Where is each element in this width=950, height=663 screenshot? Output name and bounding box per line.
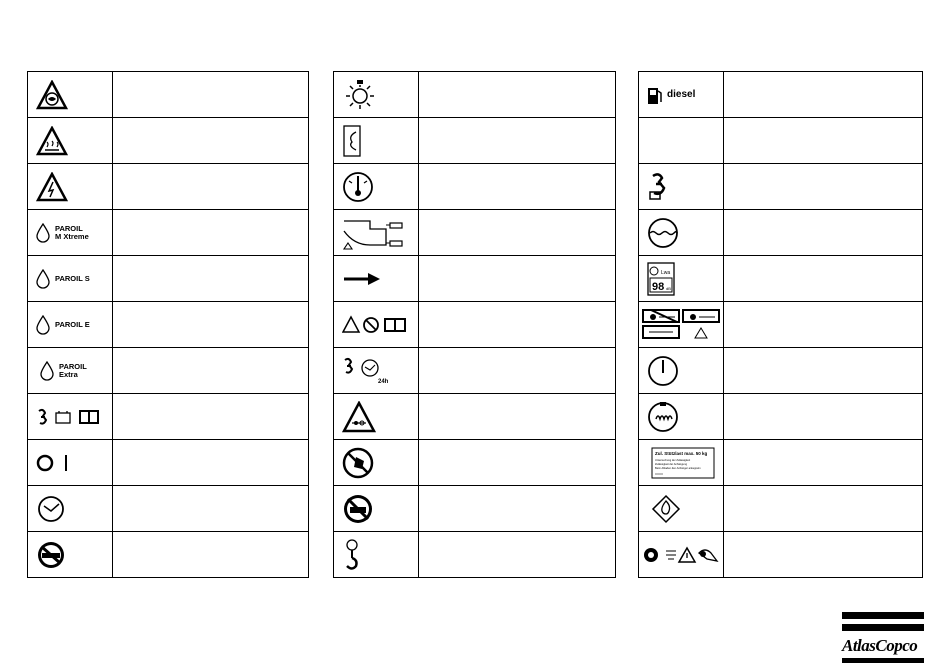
symbol-row (639, 164, 922, 210)
symbol-row (28, 210, 308, 256)
symbol-row (28, 348, 308, 394)
lifting-hook-icon (342, 538, 362, 572)
towing-instruction-icon (641, 308, 721, 342)
symbol-row (639, 302, 922, 348)
symbol-row (639, 210, 922, 256)
water-drain-icon (647, 217, 679, 249)
air-hose-warning-icon (342, 401, 376, 433)
symbol-table-right (638, 71, 923, 578)
paroil-label: PAROIL (59, 361, 87, 371)
symbol-row (639, 532, 922, 578)
air-outlet-icon (342, 215, 406, 251)
service-battery-manual-icon (36, 407, 104, 427)
symbol-row (28, 72, 308, 118)
sound-power-icon (647, 262, 675, 296)
symbol-row (334, 440, 615, 486)
symbol-row (28, 440, 308, 486)
symbol-row (28, 486, 308, 532)
symbol-row (639, 394, 922, 440)
symbol-row (334, 210, 615, 256)
symbol-row (334, 118, 615, 164)
off-on-icon (36, 453, 76, 473)
preheat-icon (647, 401, 679, 433)
paroil-e-label: PAROIL E (55, 319, 90, 329)
brand-logo (842, 612, 924, 663)
hot-surface-warning-icon (36, 126, 68, 156)
service-24h-icon (342, 356, 394, 386)
lwa-suffix-label: dB (666, 285, 671, 291)
direction-arrow-icon (342, 272, 382, 286)
symbol-row (28, 256, 308, 302)
symbol-table-left (27, 71, 309, 578)
symbol-row (28, 302, 308, 348)
no-driving-icon (342, 493, 374, 525)
oil-drop-icon (40, 361, 54, 381)
lifting-load-label-icon (651, 447, 715, 479)
symbol-row (334, 164, 615, 210)
diesel-fuel-icon (647, 85, 663, 105)
oil-drop-icon (36, 223, 50, 243)
symbol-row (334, 394, 615, 440)
start-icon (647, 355, 679, 387)
symbol-row (28, 532, 308, 578)
diesel-label: diesel (667, 89, 696, 100)
symbol-row (28, 394, 308, 440)
symbol-row (28, 118, 308, 164)
lifting-line3: Beim Abladen den Anhänger ankuppeln (655, 466, 701, 470)
symbol-row (639, 486, 922, 532)
logo-bar (842, 612, 924, 619)
symbol-row (639, 72, 922, 118)
symbol-row (639, 348, 922, 394)
air-filter-icon (342, 124, 362, 158)
flammable-icon (651, 494, 681, 524)
no-stepping-icon (342, 447, 374, 479)
symbol-row (334, 532, 615, 578)
timer-24h-label: 24h (378, 378, 389, 385)
sun-lamp-icon (342, 78, 378, 112)
lifting-title: Zul. Stützlast max. 50 kg (655, 450, 708, 456)
lwa-unit-label: Lwa (661, 269, 671, 276)
brand-name: AtlasCopco (842, 636, 918, 655)
logo-bar (842, 624, 924, 631)
logo-bar (842, 658, 924, 663)
symbol-row (639, 118, 922, 164)
symbol-row (334, 486, 615, 532)
lifting-line1: Untersuchung der Zulässigkeit (655, 458, 691, 462)
symbol-row (28, 164, 308, 210)
paroil-variant-label: Extra (59, 369, 78, 379)
paroil-s-label: PAROIL S (55, 273, 90, 283)
temperature-gauge-icon (342, 171, 374, 203)
manual-warning-icon (641, 545, 721, 565)
symbol-table-middle (333, 71, 616, 578)
symbol-row (334, 302, 615, 348)
symbol-row (334, 256, 615, 302)
warning-no-manual-icon (342, 315, 412, 335)
symbol-row (334, 348, 615, 394)
oil-drop-icon (36, 269, 50, 289)
symbol-row (334, 72, 615, 118)
electric-hazard-icon (36, 172, 68, 202)
lwa-value-label: 98 (652, 280, 665, 293)
service-wrench-icon (647, 172, 671, 202)
rotating-parts-warning-icon (36, 80, 68, 110)
paroil-label: PAROIL (55, 223, 83, 233)
symbol-row (639, 256, 922, 302)
lifting-line2: Zulässigkeit der Anhängung (655, 462, 688, 466)
clock-icon (36, 494, 66, 524)
oil-drop-icon (36, 315, 50, 335)
paroil-variant-label: M Xtreme (55, 231, 89, 241)
no-towing-icon (36, 540, 66, 570)
symbol-row (639, 440, 922, 486)
